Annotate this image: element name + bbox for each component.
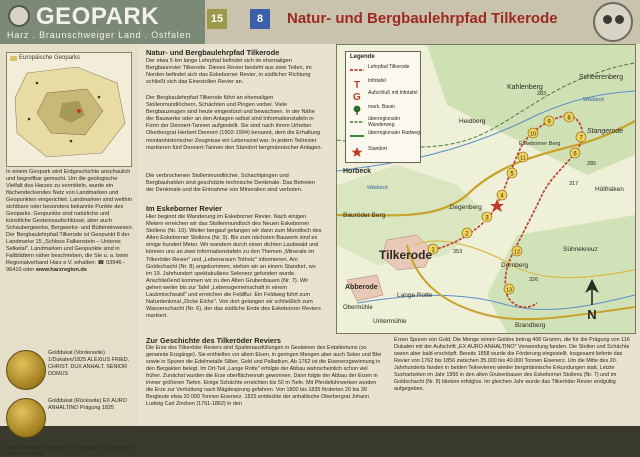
place-heidberg: Heidberg [459,118,486,125]
section-heading-eskeborn: Im Eskeborner Revier [146,204,222,213]
map-legend [345,51,421,163]
coin-front-caption: Golddukat (Vorderseite) 1/Dukaten/1825 ALEXIUS FRIED. CHRIST. DUX ANHALT. SENIOR DOMUS [48,350,130,377]
station-number: 10 [529,131,537,138]
legend-row [350,130,420,142]
paragraph-trail: Der Bergbaulehrpfad Tilkerode führt an ehemaligen Stollenmundlöchern, Schächten und Pingen vorbei. Viele Bergbauzeugen sind heute eingestürzt und bewachsen. In der Nähe der Bauwerke oder an den Anlagen selbst sind Informationstafeln in Form der Dennert-Tannen aufgestellt. Sie sind nach ihrem Urheber Oberbergrat Herbert Dennert (1902-1994) benannt, dem die Erhaltung montanhistorischer Zeugnisse ein Lebensziel war. In jedem Teilrevier markieren fünf Dennert-Tannen den Standort bergmännischer Anlagen. [146,95,322,151]
elevation-353: 353 [453,249,463,255]
left-column [0,44,138,457]
place-untermuehle: Untermühle [373,318,407,325]
star-icon [350,147,364,157]
hiking-trail-line-icon [350,117,364,127]
station-number: 6 [573,151,577,158]
globe-icon [8,5,30,27]
legend-label: Standort [368,146,387,152]
legend-label: mark. Baum [368,104,395,110]
logo-subtitle: Harz . Braunschweiger Land . Ostfalen [7,30,192,40]
place-scheerenberg: Scheerenberg [579,74,623,81]
gold-coin-front-image [6,350,46,390]
place-wiebeck: Wiebeck [367,185,389,191]
paragraph-intro: Der etwa 5 km lange Lehrpfad befindet sich im ehemaligen Bergbaurevier Tilkerode. Dieses Revier besteht aus zwei Teilen, im Norden befindet sich das Eskeborner Revier, in südlicher Richtung schließt sich das Einestollen Revier an. [146,58,312,86]
elevation-285: 285 [587,161,597,167]
place-wiebeck-top: Wiebeck [583,97,605,103]
gold-coin-back-image [6,398,46,438]
logo-title: GEOPARK [36,3,160,30]
owl-logo-icon [593,2,633,42]
website-link[interactable]: www.harzregion.de [35,267,87,273]
north-label: N [587,307,597,322]
elevation-326: 326 [529,277,539,283]
station-number: 4 [500,193,504,200]
intro-paragraph: In einem Geopark wird Erdgeschichte anschaulich und begreifbar gemacht. Um die geologische Vielfalt des Harzes zu vermitteln, wurde ein flächendeckendes Netz von Landmarken und Geopunkten eingerichtet. Landmarken sind weithin sichtbare oder besonders bekannte Punkte des Geoparks. Geopunkte sind natürliche und künstliche Gesteinsaufschlüsse, aber auch Schaubergwerke, Bergwerks- und Bütteneinwesen. Der Bergbaulehrpfad Tilkerode ist Geopunkt 8 der Landmarke 15 „Schloss Falkenstein – Unteres Selketal". Landmarken und Geopunkte sind in Faltblättern näher beschrieben, die Sie u. a. beim Regionalverband Harz e.V. erhalten: ☎ 03946 - 96410 oder [6,169,134,273]
intro-text [6,169,134,274]
place-dornberg: Dornberg [501,262,529,269]
svg-text:T: T [354,80,361,91]
place-hollhaeken: Höllhäken [595,186,624,193]
paragraph-eskeborn: Hier beginnt die Wanderung im Eskeborner Revier. Nach einigen Metern erreichen wir das Stollenmundloch des Neuen Eskeborner Stollens (Nr. 10). Weiter bergauf gelangen wir dann zum Mundloch des Alten Eskeborner Stollens (Nr. 9). Bis zum nächsten Bauwerk sind es einige hundert Meter. Wir wandern durch einen dichten Laubwald und können uns an zwei Informationstafeln zu den Themen „Minerale im Tilkeröder Revier" und „Lebensraum Totholz" informieren. Am Goldschacht (Nr. 8) angekommen, stehen wir an einem Standort, wo im 19. Jahrhundert spektakuläres Selenerz gefunden wurde. Anschließend kommen wir zu den Alten Grubenbauen (Nr. 7). Wir gehen weiter bis zur Tafel „Lebensgemeinschaft in einem Laubmischwald" und erreichen die Feldflur. Ein Feldweg führt zum Naturdenkmal „Dicke Eiche". Von dort gelangen wir schließlich zum Wasserschacht (Nr. 6), der das südliche Ende des Eskeborner Reviers markiert. [146,214,322,320]
station-number: 8 [567,115,571,122]
legend-label: Infotafel [368,78,386,84]
legend-label: überregionaler Wanderweg [368,116,401,128]
tree-icon [350,105,364,115]
place-bauroeder-berg: Bauröder Berg [343,212,386,219]
place-kahlenberg: Kahlenberg [507,84,543,91]
legend-row [350,116,420,128]
station-number: 2 [465,231,469,238]
station-number: 5 [510,171,514,178]
trail-line-icon [350,65,364,75]
station-number: 12 [513,249,521,256]
header [0,0,640,44]
geopark-logo [0,0,205,44]
place-abberode: Abberode [345,284,378,291]
geopoint-badge: 8 [250,9,270,29]
legend-title: Legende [350,54,375,60]
section-heading: Natur- und Bergbaulehrpfad Tilkerode [146,48,280,57]
place-lange-rotte: Lange Rotte [397,292,433,299]
place-horbeck: Horbeck [343,168,372,175]
photo-credit: Foto: Stadtinger /Landesamt für Geologie und Bergwesen Sachsen-Anhalt) [6,445,134,457]
trail-map [336,44,636,334]
station-number: 1 [431,247,435,254]
landmark-badge: 15 [207,9,227,29]
station-number: 13 [505,287,513,294]
minimap-label: Europäische Geoparks [19,55,81,61]
harz-region-map [7,53,131,166]
legend-label: Aufschluß mit Infotafel [368,90,418,96]
legend-label: Lehrpfad Tilkerode [368,64,410,70]
history-section [138,334,636,426]
station-number: 11 [520,155,526,162]
legend-row [350,64,420,76]
place-eskeborner-berg: Eskeborner Berg [519,141,561,147]
place-suehnekreuz: Sühnekreuz [563,246,598,253]
page-title: Natur- und Bergbaulehrpfad Tilkerode [287,10,558,27]
station-number: 9 [547,119,551,126]
legend-label: überregionaler Radweg [368,130,420,136]
north-arrow-icon [577,279,607,323]
legend-row [350,146,420,158]
legend-row [350,78,420,90]
legend-row [350,90,420,102]
paragraph-protection: Die verbrochenen Stollenmundlöcher, Schachtpingen und Bergbauhalden sind geschützte technische Denkmale. Das Betreten der Denkmale und die Entnahme von Mineralien sind verboten. [146,173,316,194]
place-tilkerode: Tilkerode [379,248,433,262]
outcrop-g-icon [350,91,364,101]
place-obermuehle: Obermühle [343,305,373,311]
place-ziegenberg: Ziegenberg [449,204,482,211]
middle-column [138,44,326,334]
elevation-317: 317 [569,181,579,187]
legend-row [350,104,420,116]
history-text-left: Die Erze des Tilkeröder Reviers sind Spaltenausfüllungen in Gesteinen des Erdaltertums (so genannte Erzgänge). Sie enthielten vor allem Eisen, in geringen Mengen aber auch Selen und Blei sowie in Spuren die Edelmetalle Silber, Gold und Palladium. Ab 1762 ist die Eisenerzgewinnung in den Bergakten belegt. Im Ort-Teil „Lange Rotte" erfolgte der Abbau wahrscheinlich schon viel früher. Zunächst wurden die Erze oberflächennah gewonnen. Dann folgte der Abbau der Erzen in immer größeren Tiefen. Einige Schächte erreichten bis 50 m Tiefe. Mit Pferdefuhrwerken wurden die Erze zur Verhüttung nach Mägdesprung gefahren. Von 1800 bis 1835 förderten 20 bis 30 Bergleute etwa 20.000 Tonnen Eisenerz. 1825 entdeckte der anhaltische Oberbergrat Johann Ludwig Carl Zincken (1791-1862) in den [146,345,382,407]
station-number: 7 [579,135,583,142]
place-brandberg: Brandberg [515,322,546,329]
info-board-t-icon [350,79,364,89]
place-stangerode: Stangerode [587,128,624,135]
europe-minimap [6,52,132,167]
coin-back-caption: Golddukat (Rückseite) EX AURO ANHALTINO Prägung 1825 [48,398,127,411]
svg-text:G: G [353,92,361,103]
station-number: 3 [485,215,489,222]
bike-trail-line-icon [350,131,364,141]
history-heading: Zur Geschichte des Tilkeröder Reviers [146,336,282,345]
elevation-283: 283 [537,91,547,97]
history-text-right: Erzen Spuren von Gold. Die Menge reinen Goldes betrug 400 Gramm, die für die Prägung von 116 Dukaten mit der Aufschrift „EX AURO ANHALTINO" Verwendung fanden. Die Stollen und Schächte waren aber bald erschöpft. Bereits 1858 wurde die Förderung eingestellt. Insgesamt lieferte das Revier von 1762 bis 1856 zwischen 35.000 bis 40.000 Tonnen Eisenerz. Um die Mitte des 20. Jahrhunderts fanden in beiden Teilrevieren wieder bergmännische Erkundungen statt. Letzte Sucharbeiten im Jahr 1956 in den alten Grubenbauen des Eskeborner Stollens (Nr. 7) und im Goldschacht (Nr. 8) blieben erfolglos. Im gleichen Jahr wurde das Tilkeröder Revier endgültig aufgegeben. [394,337,630,392]
